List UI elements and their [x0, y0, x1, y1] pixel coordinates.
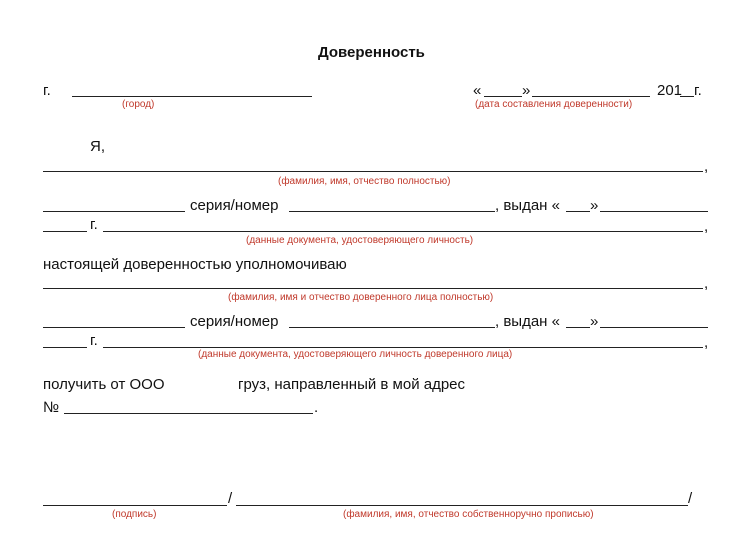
agent-name-field[interactable]: [43, 288, 703, 289]
g-label: г.: [90, 332, 98, 349]
signature-field[interactable]: [43, 505, 227, 506]
receive-text-b: груз, направленный в мой адрес: [238, 376, 466, 393]
series-label: серия/номер: [190, 313, 279, 330]
day-field[interactable]: [484, 96, 522, 97]
principal-doc-type-field[interactable]: [43, 211, 185, 212]
principal-name-field[interactable]: [43, 171, 703, 172]
sign-hint: (подпись): [112, 509, 157, 520]
period: .: [314, 399, 319, 416]
agent-issued-by-field[interactable]: [600, 327, 708, 328]
principal-issued-by-field[interactable]: [600, 211, 708, 212]
g-label: г.: [90, 216, 98, 233]
principal-name-hint: (фамилия, имя, отчество полностью): [278, 176, 451, 187]
authorize-text: настоящей доверенностью уполномочиваю: [43, 256, 347, 273]
city-prefix: г.: [43, 82, 51, 99]
city-field[interactable]: [72, 96, 312, 97]
principal-series-field[interactable]: [289, 211, 495, 212]
principal-issuer-field[interactable]: [103, 231, 703, 232]
date-hint: (дата составления доверенности): [475, 99, 633, 110]
slash: /: [228, 490, 233, 507]
issued-label: , выдан «: [495, 313, 560, 330]
address-number-field[interactable]: [64, 413, 313, 414]
i-label: Я,: [90, 138, 105, 155]
number-sign: №: [43, 399, 60, 416]
comma: ,: [704, 334, 709, 351]
signature-name-hint: (фамилия, имя, отчество собственноручно прописью): [343, 509, 594, 520]
agent-year-field[interactable]: [43, 347, 87, 348]
agent-issuer-field[interactable]: [103, 347, 703, 348]
issued-label: , выдан «: [495, 197, 560, 214]
principal-year-field[interactable]: [43, 231, 87, 232]
date-open-quote: «: [473, 82, 482, 99]
agent-doc-type-field[interactable]: [43, 327, 185, 328]
series-label: серия/номер: [190, 197, 279, 214]
city-hint: (город): [122, 99, 155, 110]
month-field[interactable]: [532, 96, 650, 97]
agent-doc-hint: (данные документа, удостоверяющего личность доверенного лица): [198, 349, 513, 360]
year-prefix: 201: [657, 82, 683, 99]
year-suffix: г.: [694, 82, 702, 99]
agent-series-field[interactable]: [289, 327, 495, 328]
issued-close-quote: »: [590, 313, 599, 330]
agent-name-hint: (фамилия, имя и отчество доверенного лица полностью): [228, 292, 494, 303]
date-close-quote: »: [522, 82, 531, 99]
document-title: Доверенность: [318, 44, 425, 61]
receive-text-a: получить от ООО: [43, 376, 165, 393]
principal-issued-day-field[interactable]: [566, 211, 590, 212]
comma: ,: [704, 158, 709, 175]
signature-name-field[interactable]: [236, 505, 688, 506]
principal-doc-hint: (данные документа, удостоверяющего личность): [246, 235, 474, 246]
comma: ,: [704, 275, 709, 292]
comma: ,: [704, 218, 709, 235]
agent-issued-day-field[interactable]: [566, 327, 590, 328]
year-field[interactable]: [680, 96, 694, 97]
issued-close-quote: »: [590, 197, 599, 214]
slash: /: [688, 490, 693, 507]
